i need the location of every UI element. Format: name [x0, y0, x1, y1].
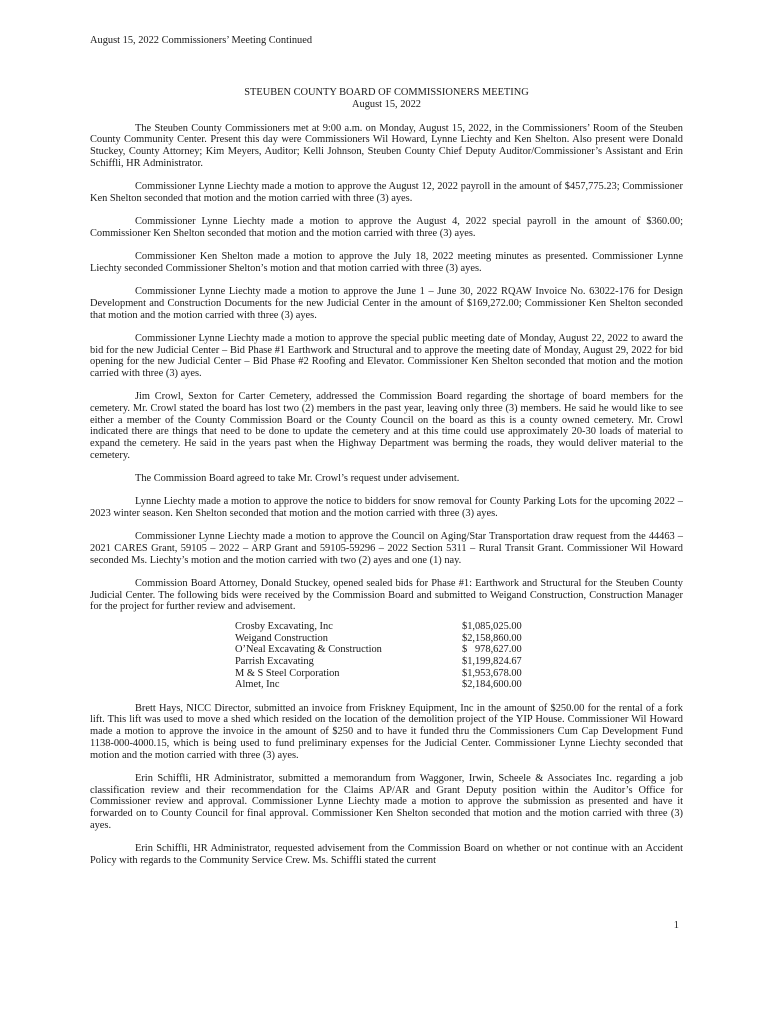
paragraph-cemetery: Jim Crowl, Sexton for Carter Cemetery, addressed the Commission Board regarding the shortage of board members for the cemetery. Mr. Crowl stated the board has lost two (2) members in the past year, leaving only three (3) members. He said he would like to see either a member of the County Commission Board or the County Council on the board as this is a county owned cemetery. Mr. Crowl indicated there are things that need to be done to update the cemetery and at this time could use approximately 20-30 loads of material to expand the cemetery. He said in the years past when the Highway Department was berming the roads, they would deliver material to the cemetery. — [90, 391, 683, 461]
bidder-name: Almet, Inc — [235, 679, 280, 691]
paragraph-accident-policy: Erin Schiffli, HR Administrator, requested advisement from the Commission Board on whether or not continue with an Accident Policy with regards to the Community Service Crew. Ms. Schiffli stated the current — [90, 842, 683, 866]
page-number: 1 — [673, 920, 679, 931]
bid-amount: $2,184,600.00 — [462, 679, 522, 691]
paragraph-payroll: Commissioner Lynne Liechty made a motion to approve the August 12, 2022 payroll in the amount of $457,775.23; Commissioner Ken Shelton seconded that motion and the motion carried with three (3) ayes. — [90, 181, 683, 204]
table-row — [235, 656, 522, 668]
paragraph-attendance: The Steuben County Commissioners met at 9:00 a.m. on Monday, August 15, 2022, in the Commissioners’ Room of the Steuben County Community Center. Present this day were Commissioners Wil Howard, Lynne Liechty and Ken Shelton. Also present were Donald Stuckey, County Attorney; Kim Meyers, Auditor; Kelli Johnson, Steuben County Chief Deputy Auditor/Commissioner’s Assistant and Erin Schiffli, HR Administrator. — [90, 122, 683, 169]
document-title: STEUBEN COUNTY BOARD OF COMMISSIONERS MEETING — [244, 86, 529, 98]
paragraph-meeting-dates: Commissioner Lynne Liechty made a motion to approve the special public meeting date of Monday, August 22, 2022 to award the bid for the new Judicial Center – Bid Phase #1 Earthwork and Structural and to approve the meeting date of Monday, August 29, 2022 for bid opening for the new Judicial Center – Bid Phase #2 Roofing and Elevator. Commissioner Ken Shelton seconded that motion and the motion carried with three (3) ayes. — [90, 332, 683, 379]
bid-amount: $ 978,627.00 — [462, 644, 522, 656]
bid-amount: $1,085,025.00 — [462, 621, 522, 633]
running-header: August 15, 2022 Commissioners’ Meeting Continued — [90, 35, 313, 46]
paragraph-rqaw-invoice: Commissioner Lynne Liechty made a motion to approve the June 1 – June 30, 2022 RQAW Invoice No. 63022-176 for Design Development and Construction Documents for the new Judicial Center in the amount of $169,272.00; Commissioner Ken Shelton seconded that motion and the motion carried with three (3) ayes. — [90, 286, 683, 321]
bid-amount: $2,158,860.00 — [462, 632, 522, 644]
bidder-name: O’Neal Excavating & Construction — [235, 644, 382, 656]
paragraph-forklift-invoice: Brett Hays, NICC Director, submitted an invoice from Friskney Equipment, Inc in the amount of $250.00 for the rental of a fork lift. This lift was used to move a shed which resided on the location of the demolition project of the YIP House. Commissioner Wil Howard made a motion to approve the invoice in the amount of $250 and to have it funded thru the Commissioners Cum Cap Development Fund 1138-000-4000.15, which is being used to fund preliminary expenses for the Judicial Center. Commissioner Lynne Liechty seconded that motion and the motion carried with three (3) ayes. — [90, 702, 683, 761]
document-page — [90, 35, 683, 878]
bids-table — [235, 621, 522, 691]
table-row — [235, 644, 522, 656]
bidder-name: Weigand Construction — [235, 632, 328, 644]
table-row — [235, 679, 522, 691]
bid-amount: $1,199,824.67 — [462, 655, 522, 667]
paragraph-job-classification: Erin Schiffli, HR Administrator, submitted a memorandum from Waggoner, Irwin, Scheele & Associates Inc. regarding a job classification review and their recommendation for the Claims AP/AR and Grant Deputy position within the Auditor’s Office for Commissioner review and approval. Commissioner Lynne Liechty made a motion to approve the submission as presented and have it forwarded on to County Council for final approval. Commissioner Ken Shelton seconded that motion and the motion carried with three (3) ayes. — [90, 772, 683, 831]
document-date: August 15, 2022 — [352, 98, 421, 110]
paragraph-snow-removal: Lynne Liechty made a motion to approve the notice to bidders for snow removal for County Parking Lots for the upcoming 2022 – 2023 winter season. Ken Shelton seconded that motion and the motion carried with three (3) ayes. — [90, 496, 683, 520]
bidder-name: Crosby Excavating, Inc — [235, 621, 333, 633]
table-row — [235, 621, 522, 633]
table-row — [235, 668, 522, 680]
bid-amount: $1,953,678.00 — [462, 667, 522, 679]
paragraph-transportation-draw: Commissioner Lynne Liechty made a motion to approve the Council on Aging/Star Transportation draw request from the 44463 – 2021 CARES Grant, 59105 – 2022 – ARP Grant and 59105-59296 – 2022 Section 5311 – Rural Transit Grant. Commissioner Wil Howard seconded Ms. Liechty’s motion and the motion carried with two (2) ayes and one (1) nay. — [90, 531, 683, 566]
paragraph-minutes: Commissioner Ken Shelton made a motion to approve the July 18, 2022 meeting minutes as presented. Commissioner Lynne Liechty seconded Commissioner Shelton’s motion and that motion carried with three (3) ayes. — [90, 251, 683, 274]
table-row — [235, 633, 522, 645]
paragraph-sealed-bids: Commission Board Attorney, Donald Stuckey, opened sealed bids for Phase #1: Earthwork and Structural for the Steuben County Judicial Center. The following bids were received by the Commission Board and submitted to Weigand Construction, Construction Manager for the project for further review and advisement. — [90, 578, 683, 613]
title-block — [90, 87, 683, 111]
paragraph-advisement: The Commission Board agreed to take Mr. Crowl’s request under advisement. — [135, 473, 460, 485]
paragraph-special-payroll: Commissioner Lynne Liechty made a motion to approve the August 4, 2022 special payroll in the amount of $360.00; Commissioner Ken Shelton seconded that motion and the motion carried with three (3) ayes. — [90, 216, 683, 239]
bidder-name: M & S Steel Corporation — [235, 667, 340, 679]
bidder-name: Parrish Excavating — [235, 655, 314, 667]
